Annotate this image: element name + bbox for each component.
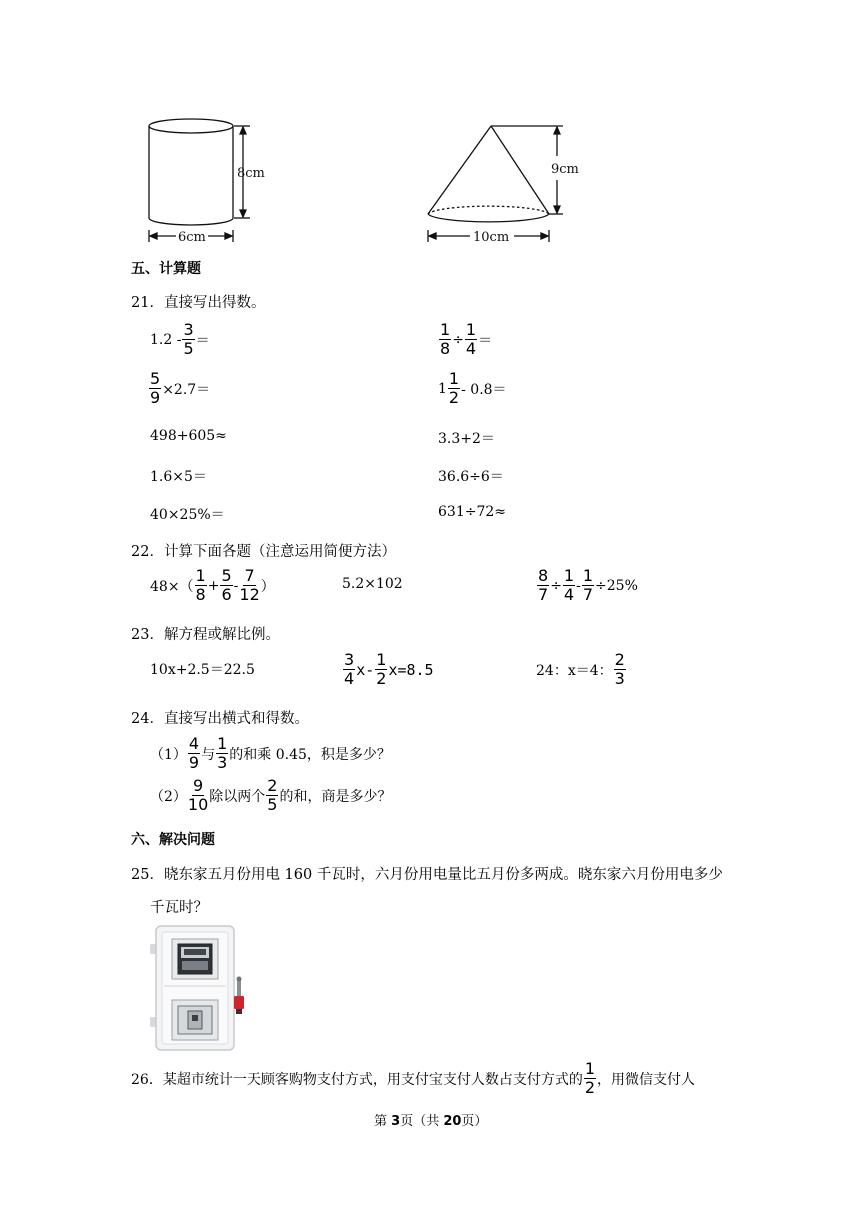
expr-text: 除以两个 — [209, 788, 266, 805]
expr-text: - — [233, 577, 239, 594]
q22-expr-2: 5.2×102 — [342, 576, 403, 592]
q25-line-2: 千瓦时？ — [150, 900, 208, 916]
expr-text: x- — [356, 660, 375, 679]
q22-expr-1 — [150, 568, 275, 603]
q23-expr-2 — [342, 652, 434, 687]
section-6-title: 六、解决问题 — [131, 832, 215, 848]
footer-text: 第 — [374, 1114, 392, 1129]
expr-text: - 0.8＝ — [461, 381, 507, 398]
fraction: $\frac{1}{2}$ — [448, 369, 460, 407]
expr-text: ×2.7＝ — [162, 381, 211, 398]
expr-text: ，用微信支付人 — [597, 1071, 696, 1088]
q21-d1: 1.6×5＝ — [150, 469, 207, 485]
q21-b1 — [148, 371, 210, 406]
q21-d2: 36.6÷6＝ — [438, 469, 504, 485]
expr-text: 的和乘 0.45，积是多少？ — [229, 746, 391, 763]
q24-part-1 — [150, 736, 391, 771]
page-number: 3 — [391, 1114, 401, 1129]
expr-text: ） — [260, 578, 275, 595]
electricity-meter-box-image — [148, 922, 258, 1054]
expr-text: 1 — [438, 380, 447, 397]
q21-e2: 631÷72≈ — [438, 504, 506, 520]
expr-text: 26．某超市统计一天顾客购物支付方式，用支付宝支付人数占支付方式的 — [131, 1071, 583, 1088]
expr-text: 48×（ — [150, 578, 194, 595]
expr-text: ÷ — [550, 577, 562, 594]
cylinder-figure — [149, 119, 250, 242]
q21-stem: 21．直接写出得数。 — [131, 295, 266, 311]
expr-text: （1） — [150, 746, 187, 763]
fraction: $\frac{7}{12}$ — [239, 566, 260, 604]
expr-text: ÷25% — [595, 577, 638, 594]
cone-diameter-label: 10cm — [473, 230, 510, 245]
q21-c2: 3.3+2＝ — [438, 431, 495, 447]
fraction: $\frac{4}{9}$ — [188, 734, 200, 772]
q22-stem: 22．计算下面各题（注意运用简便方法） — [131, 544, 396, 560]
q22-expr-3 — [536, 568, 638, 603]
expr-text: ÷ — [452, 331, 464, 348]
q21-a1 — [150, 322, 210, 357]
fraction: $\frac{5}{9}$ — [150, 369, 161, 407]
footer-text: 页） — [461, 1114, 488, 1129]
expr-text: 与 — [201, 746, 216, 763]
fraction: $\frac{2}{3}$ — [614, 650, 625, 688]
q23-expr-3 — [536, 652, 627, 687]
fraction: $\frac{5}{6}$ — [221, 566, 232, 604]
cylinder-height-label: 8cm — [237, 166, 265, 181]
expr-text: （2） — [150, 788, 187, 805]
q21-b2 — [438, 371, 507, 406]
q23-expr-1: 10x+2.5＝22.5 — [150, 662, 255, 678]
q21-e1: 40×25%＝ — [150, 507, 225, 523]
section-5-title: 五、计算题 — [131, 261, 201, 277]
fraction: $\frac{1}{7}$ — [582, 566, 594, 604]
q21-c1: 498+605≈ — [150, 428, 227, 444]
fraction: $\frac{8}{7}$ — [538, 566, 549, 604]
geometry-figures — [0, 0, 860, 250]
fraction: $\frac{3}{5}$ — [183, 320, 194, 358]
page-footer — [374, 1110, 487, 1129]
expr-text: x=8.5 — [388, 660, 434, 679]
fraction: $\frac{1}{4}$ — [563, 566, 575, 604]
q21-a2 — [438, 322, 492, 357]
expr-text: 24：x＝4： — [536, 662, 613, 679]
q26-line-1 — [131, 1061, 695, 1096]
q24-part-2 — [150, 778, 391, 813]
footer-text: 页（共 — [400, 1114, 444, 1129]
fraction: $\frac{1}{2}$ — [376, 650, 387, 688]
q25-line-1: 25．晓东家五月份用电 160 千瓦时，六月份用电量比五月份多两成。晓东家六月份用电多少 — [131, 867, 723, 883]
q24-stem: 24．直接写出横式和得数。 — [131, 711, 309, 727]
cone-height-label: 9cm — [551, 162, 579, 177]
expr-text: - — [576, 577, 581, 594]
q23-stem: 23．解方程或解比例。 — [131, 627, 280, 643]
fraction: $\frac{1}{2}$ — [584, 1059, 596, 1097]
fraction: $\frac{1}{3}$ — [217, 734, 228, 772]
expr-text: ＝ — [195, 332, 210, 349]
expr-text: 的和，商是多少？ — [279, 788, 392, 805]
cone-figure — [428, 126, 563, 242]
fraction: $\frac{1}{8}$ — [440, 320, 451, 358]
page-total: 20 — [443, 1114, 462, 1129]
expr-text: 1.2 - — [150, 331, 182, 348]
expr-text: + — [207, 577, 220, 594]
fraction: $\frac{3}{4}$ — [344, 650, 355, 688]
expr-text: ＝ — [478, 332, 493, 349]
fraction: $\frac{1}{4}$ — [465, 320, 477, 358]
fraction: $\frac{9}{10}$ — [187, 776, 209, 814]
cylinder-diameter-label: 6cm — [178, 230, 206, 245]
fraction: $\frac{2}{5}$ — [267, 776, 278, 814]
fraction: $\frac{1}{8}$ — [195, 566, 206, 604]
